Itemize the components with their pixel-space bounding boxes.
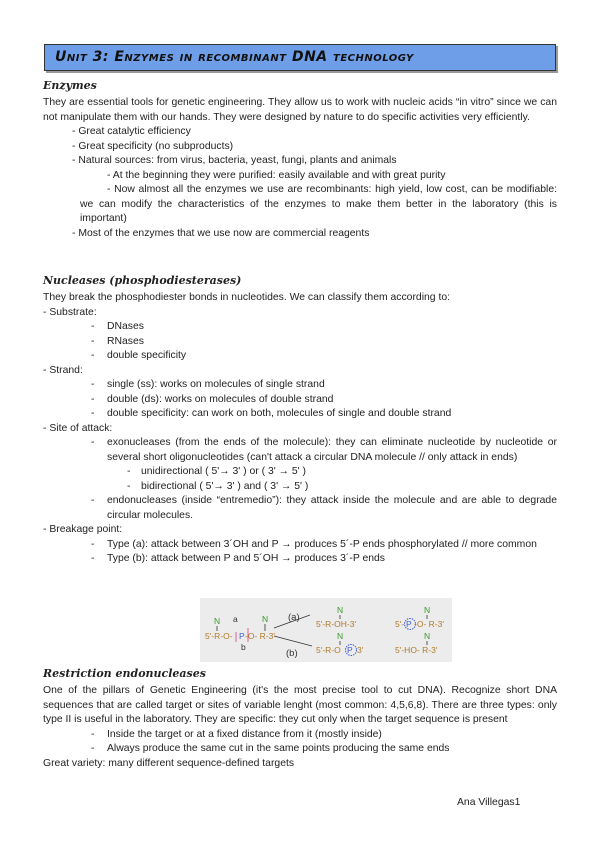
product-a2-prefix: 5'-	[395, 619, 405, 629]
product-a2-phosphate: P	[406, 619, 412, 629]
product-a2-suffix: -O- R-3'	[414, 619, 444, 629]
list-item: - Type (a): attack between 3´OH and P → produces 5´-P ends phosphorylated // more common	[43, 538, 557, 553]
list-item: - Type (b): attack between P and 5´OH → produces 3´-P ends	[43, 552, 557, 567]
list-item: - double (ds): works on molecules of double strand	[43, 393, 557, 408]
list-label: - Substrate:	[43, 306, 97, 318]
nitrogen-label: N	[337, 605, 344, 615]
list-item: - Now almost all the enzymes we use are recombinants: high yield, low cost, can be modifiable: we can modify the characteristics of the enzymes to make them better in the laboratory (this is important)	[80, 184, 557, 224]
list-item: - exonucleases (from the ends of the molecule): they can eliminate nucleotide by nucleotide or several short oligonucleotides (can't attack a circular DNA molecule // only attack in ends)	[43, 436, 557, 465]
paragraph: Great variety: many different sequence-defined targets	[43, 757, 295, 769]
substrate-left: 5'-R-O-	[205, 631, 233, 641]
list-item: - Great specificity (no subproducts)	[72, 140, 234, 152]
heading-enzymes: Enzymes	[43, 79, 97, 92]
paragraph: They break the phosphodiester bonds in nucleotides. We can classify them according to:	[43, 292, 451, 303]
product-a1: 5'-R-OH-3'	[316, 619, 357, 629]
nitrogen-label: N	[214, 616, 221, 626]
paragraph: One of the pillars of Genetic Engineering (it's the most precise tool to cut DNA). Recognize short DNA sequences that are called target or sites of variable lenght (most common: 4,5,6,8). There are three types: only type II is useful in the laboratory. They are specific: they cut only when the target sequence is present	[43, 685, 557, 725]
list-item: - DNases	[43, 320, 557, 335]
section-enzymes	[43, 78, 557, 241]
list-item: - Great catalytic efficiency	[72, 126, 191, 137]
arrow-b-label: (b)	[286, 648, 298, 659]
list-item: - unidirectional ( 5'→ 3' ) or ( 3' → 5' )	[43, 465, 557, 480]
section-restriction	[43, 666, 557, 771]
paragraph: They are essential tools for genetic engineering. They allow us to work with nucleic acids “in vitro” since we can not manipulate them with our hands. They were designed by nature to do specific activities very efficiently.	[43, 97, 557, 123]
nitrogen-label: N	[424, 605, 431, 615]
site-b-label: b	[241, 642, 246, 652]
title-banner	[44, 44, 556, 71]
page-title: Unit 3: Enzymes in recombinant DNA technology	[55, 49, 414, 65]
phosphodiester-cleavage-diagram	[200, 598, 452, 662]
product-b2: 5'-HO- R-3'	[395, 645, 438, 655]
list-item: - endonucleases (inside “entremedio”): they attack inside the molecule and are able to degrade circular molecules.	[43, 494, 557, 523]
phosphate-label: P	[239, 631, 245, 641]
site-a-label: a	[233, 614, 238, 624]
product-b1-phosphate: P	[347, 645, 353, 655]
list-item: - double specificity: can work on both, molecules of single and double strand	[43, 407, 557, 422]
list-item: - Always produce the same cut in the same points producing the same ends	[43, 742, 557, 757]
list-label: - Strand:	[43, 364, 83, 376]
list-item: - At the beginning they were purified: easily available and with great purity	[107, 169, 446, 181]
product-b1-suffix: 3'	[357, 645, 364, 655]
list-item: - Most of the enzymes that we use now are commercial reagents	[72, 227, 370, 239]
nitrogen-label: N	[262, 614, 269, 624]
list-item: - double specificity	[43, 349, 557, 364]
list-item: - single (ss): works on molecules of single strand	[43, 378, 557, 393]
product-b1-prefix: 5'-R-O	[316, 645, 341, 655]
page-footer: Ana Villegas1	[457, 797, 521, 808]
heading-nucleases: Nucleases (phosphodiesterases)	[43, 274, 242, 287]
nitrogen-label: N	[337, 631, 344, 641]
nitrogen-label: N	[424, 631, 431, 641]
list-label: - Site of attack:	[43, 422, 113, 434]
heading-restriction: Restriction endonucleases	[43, 667, 206, 680]
substrate-right: -O- R-3'	[245, 631, 275, 641]
arrow-a-label: (a)	[288, 612, 300, 623]
list-item: - Inside the target or at a fixed distance from it (mostly inside)	[43, 728, 557, 743]
list-item: - Natural sources: from virus, bacteria, yeast, fungi, plants and animals	[72, 155, 397, 166]
list-item: - RNases	[43, 335, 557, 350]
section-nucleases	[43, 273, 557, 567]
list-label: - Breakage point:	[43, 524, 123, 535]
list-item: - bidirectional ( 5'→ 3' ) and ( 3' → 5' )	[43, 480, 557, 495]
